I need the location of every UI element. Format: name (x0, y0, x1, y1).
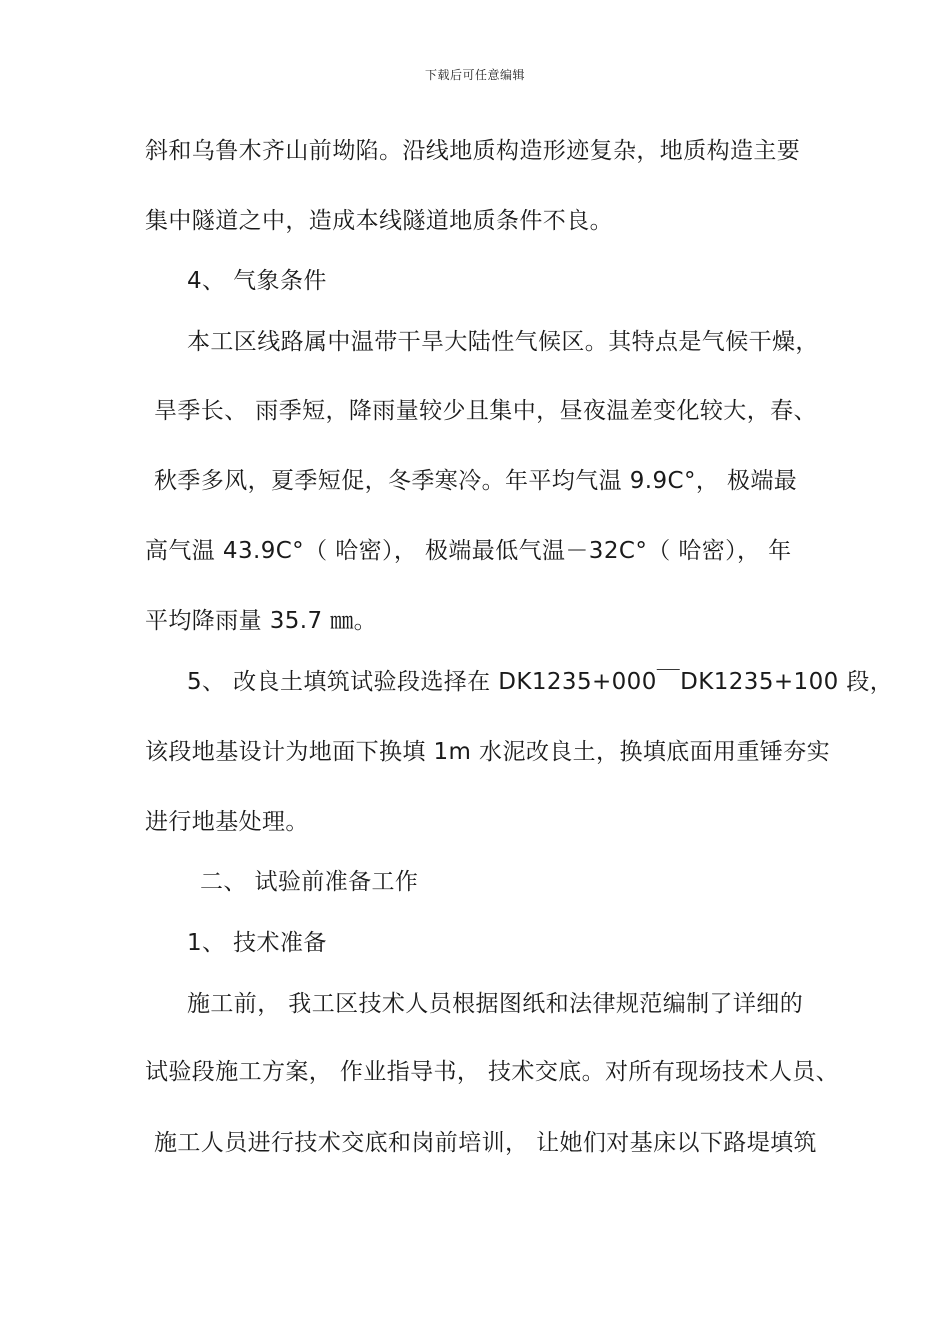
body-text-line: 集中隧道之中，造成本线隧道地质条件不良。 (145, 208, 613, 234)
body-text-line: 该段地基设计为地面下换填 1m 水泥改良土，换填底面用重锤夯实 (145, 739, 831, 765)
body-text-line: 本工区线路属中温带干旱大陆性气候区。其特点是气候干燥， (187, 329, 819, 355)
section-heading-climate: 4、 气象条件 (187, 268, 327, 294)
body-text-line: 平均降雨量 35.7 ㎜。 (145, 608, 378, 634)
page-header: 下载后可任意编辑 (424, 68, 525, 82)
body-text-line: 施工人员进行技术交底和岗前培训， 让她们对基床以下路堤填筑 (154, 1130, 817, 1156)
body-text-line: 秋季多风，夏季短促，冬季寒冷。年平均气温 9.9C°， 极端最 (154, 468, 798, 494)
body-text-line: 试验段施工方案， 作业指导书， 技术交底。对所有现场技术人员、 (145, 1059, 840, 1085)
body-text-line: 施工前， 我工区技术人员根据图纸和法律规范编制了详细的 (187, 991, 804, 1017)
body-text-line: 斜和乌鲁木齐山前坳陷。沿线地质构造形迹复杂，地质构造主要 (145, 138, 801, 164)
body-text-line: 进行地基处理。 (145, 809, 309, 835)
body-text-line: 5、 改良土填筑试验段选择在 DK1235+000￣DK1235+100 段， (187, 669, 894, 695)
body-text-line: 高气温 43.9C°（ 哈密）， 极端最低气温－32C°（ 哈密）， 年 (145, 538, 792, 564)
body-text-line: 旱季长、 雨季短，降雨量较少且集中，昼夜温差变化较大，春、 (154, 398, 817, 424)
section-heading-technical: 1、 技术准备 (187, 930, 327, 956)
section-heading-preparation: 二、 试验前准备工作 (200, 869, 419, 895)
